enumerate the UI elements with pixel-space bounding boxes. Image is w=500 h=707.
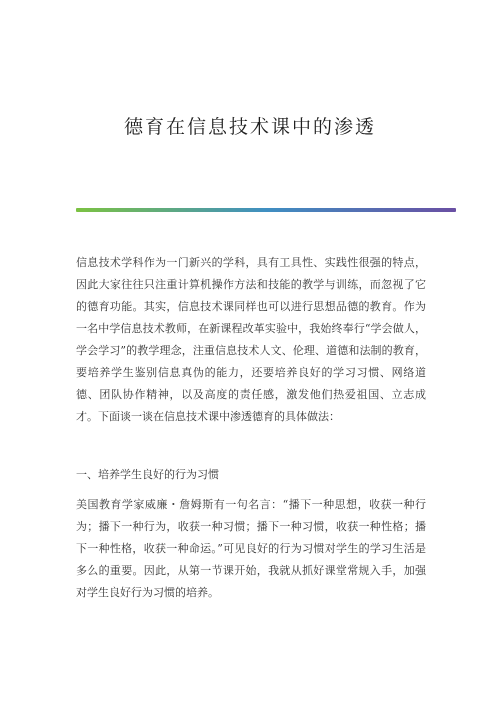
paragraph-intro: 信息技术学科作为一门新兴的学科，具有工具性、实践性很强的特点，因此大家往往只注重计算机操作方法和技能的教学与训练，而忽视了它的德育功能。其实，信息技术课同样也可以进行思想品德的教育。作为一名中学信息技术教师，在新课程改革实验中，我始终奉行“学会做人，学会学习”的教学理念，注重信息技术人文、伦理、道德和法制的教育，要培养学生鉴别信息真伪的能力，还要培养良好的学习习惯、网络道德、团队协作精神，以及高度的责任感，激发他们热爱祖国、立志成才。下面谈一谈在信息技术课中渗透德育的具体做法： — [76, 256, 426, 423]
document-title: 德育在信息技术课中的渗透 — [123, 116, 376, 138]
title-divider — [76, 208, 456, 212]
section-heading: 一、培养学生良好的行为习惯 — [76, 468, 219, 481]
paragraph-quote: 美国教育学家威廉・詹姆斯有一句名言：“播下一种思想，收获一种行为；播下一种行为，收获一种习惯；播下一种习惯，收获一种性格；播下一种性格，收获一种命运。”可见良好的行为习惯对学生的学习生活是多么的重要。因此，从第一节课开始，我就从抓好课堂常规入手，加强对学生良好行为习惯的培养。 — [76, 498, 426, 599]
